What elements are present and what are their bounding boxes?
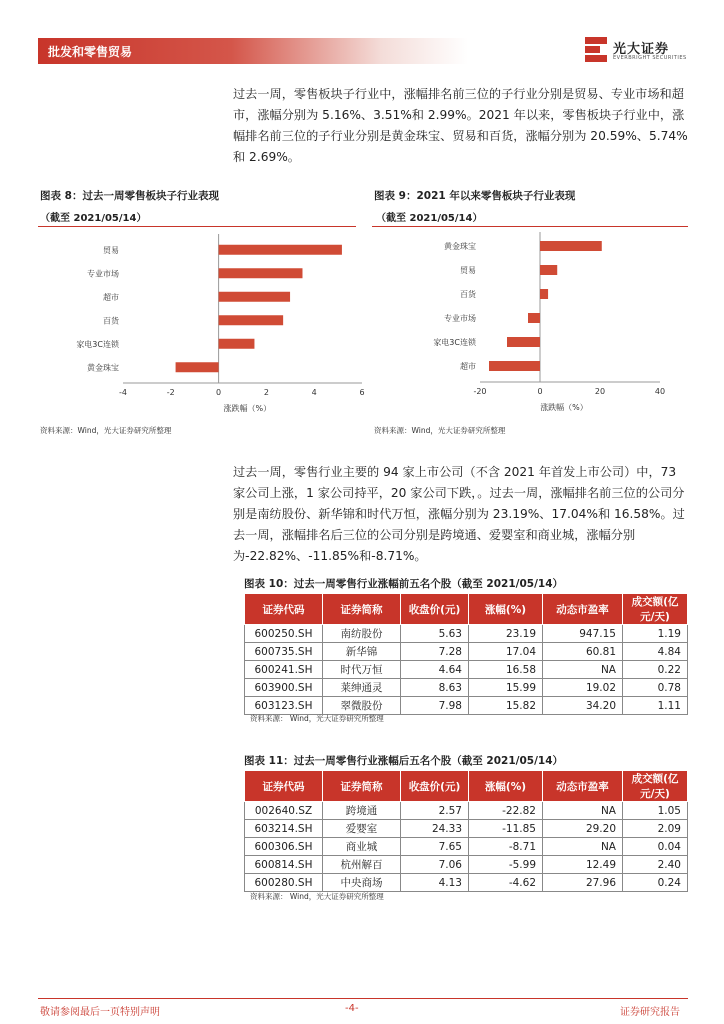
footer-report-type: 证券研究报告 xyxy=(620,1007,680,1018)
bar-2 xyxy=(219,292,290,302)
column-header: 证券代码 xyxy=(245,594,323,625)
fig8-chart xyxy=(38,232,368,417)
table10-header-row xyxy=(245,594,688,625)
column-header: 涨幅(%) xyxy=(469,771,543,802)
table10-title: 图表 10：过去一周零售行业涨幅前五名个股（截至 2021/05/14） xyxy=(244,578,564,590)
table-cell: 12.49 xyxy=(543,856,623,874)
table11-header-row xyxy=(245,771,688,802)
table-cell: 时代万恒 xyxy=(323,661,401,679)
x-axis-label: 涨跌幅（%） xyxy=(223,404,272,413)
fig8-source: 资料来源：Wind，光大证券研究所整理 xyxy=(40,426,172,435)
table-row xyxy=(245,625,688,643)
footer-rule xyxy=(38,998,688,999)
fig9-rule xyxy=(372,226,688,227)
bar-5 xyxy=(489,361,540,371)
table-cell: -11.85 xyxy=(469,820,543,838)
table11-title: 图表 11：过去一周零售行业涨幅后五名个股（截至 2021/05/14） xyxy=(244,755,564,767)
table-cell: 5.63 xyxy=(401,625,469,643)
table-row xyxy=(245,838,688,856)
table-cell: 600735.SH xyxy=(245,643,323,661)
x-tick-label: 4 xyxy=(311,388,317,397)
x-tick-label: 40 xyxy=(654,387,666,396)
table-cell: 600306.SH xyxy=(245,838,323,856)
category-label: 贸易 xyxy=(103,245,119,255)
fig8-title: 图表 8：过去一周零售板块子行业表现 xyxy=(40,190,219,202)
table-cell: 1.11 xyxy=(623,697,688,715)
summary-paragraph: 过去一周，零售行业主要的 94 家上市公司（不含 2021 年首发上市公司）中，73 家公司上涨，1 家公司持平，20 家公司下跌，。过去一周，涨幅排名前三位的公司分别是南纺股份、新华锦和时代万恒，涨幅分别为 23.19%、17.04%和 16.58%。过去一周，涨幅排名后三位的公司分别是跨境通、爱婴室和商业城，涨幅分别为-22.82%、-11.85%和-8.71%。 xyxy=(233,465,685,563)
bar-3 xyxy=(528,313,540,323)
column-header: 收盘价(元) xyxy=(401,594,469,625)
table-row xyxy=(245,820,688,838)
table-row xyxy=(245,874,688,892)
x-tick-label: 2 xyxy=(263,388,269,397)
section-title: 批发和零售贸易 xyxy=(48,45,133,59)
table-cell: 002640.SZ xyxy=(245,802,323,820)
table-cell: 603900.SH xyxy=(245,679,323,697)
x-axis-label: 涨跌幅（%） xyxy=(540,403,588,412)
column-header: 涨幅(%) xyxy=(469,594,543,625)
table-cell: 600250.SH xyxy=(245,625,323,643)
table-cell: 0.04 xyxy=(623,838,688,856)
x-tick-label: 6 xyxy=(359,388,365,397)
table-cell: 商业城 xyxy=(323,838,401,856)
logo-mark-icon xyxy=(585,37,607,63)
column-header: 证券代码 xyxy=(245,771,323,802)
table-cell: 603123.SH xyxy=(245,697,323,715)
table-cell: 南纺股份 xyxy=(323,625,401,643)
table-cell: 0.78 xyxy=(623,679,688,697)
table11 xyxy=(244,770,688,892)
column-header: 证券简称 xyxy=(323,771,401,802)
column-header: 收盘价(元) xyxy=(401,771,469,802)
bar-0 xyxy=(540,241,602,251)
table-cell: -5.99 xyxy=(469,856,543,874)
x-tick-label: 0 xyxy=(537,387,543,396)
category-label: 超市 xyxy=(103,292,119,302)
table-cell: 947.15 xyxy=(543,625,623,643)
bar-3 xyxy=(219,315,284,325)
fig8-subtitle: （截至 2021/05/14） xyxy=(40,213,147,224)
table-cell: 中央商场 xyxy=(323,874,401,892)
table11-source: 资料来源： Wind，光大证券研究所整理 xyxy=(250,892,384,901)
table-cell: 603214.SH xyxy=(245,820,323,838)
table-row xyxy=(245,802,688,820)
table-cell: 600241.SH xyxy=(245,661,323,679)
table-cell: 翠微股份 xyxy=(323,697,401,715)
table-cell: 新华锦 xyxy=(323,643,401,661)
category-label: 黄金珠宝 xyxy=(444,242,476,251)
column-header: 证券简称 xyxy=(323,594,401,625)
table-cell: 7.06 xyxy=(401,856,469,874)
category-label: 百货 xyxy=(103,316,119,326)
category-label: 黄金珠宝 xyxy=(87,363,119,373)
section-header-bar xyxy=(38,38,468,64)
category-label: 百货 xyxy=(460,290,476,299)
table-cell: NA xyxy=(543,661,623,679)
footer-disclaimer: 敬请参阅最后一页特别声明 xyxy=(40,1007,160,1018)
table-cell: 0.24 xyxy=(623,874,688,892)
table-cell: 7.98 xyxy=(401,697,469,715)
table10 xyxy=(244,593,688,715)
table-cell: 1.05 xyxy=(623,802,688,820)
table-cell: 60.81 xyxy=(543,643,623,661)
table-cell: 杭州解百 xyxy=(323,856,401,874)
table-cell: 7.65 xyxy=(401,838,469,856)
fig9-chart xyxy=(372,232,688,417)
x-tick-label: -2 xyxy=(166,388,175,397)
x-tick-label: -4 xyxy=(119,388,127,397)
table-cell: 莱绅通灵 xyxy=(323,679,401,697)
table10-source: 资料来源： Wind，光大证券研究所整理 xyxy=(250,714,384,723)
table-row xyxy=(245,643,688,661)
table-cell: 4.64 xyxy=(401,661,469,679)
category-label: 专业市场 xyxy=(87,269,119,279)
table-cell: 2.09 xyxy=(623,820,688,838)
page-number: -4- xyxy=(345,1003,359,1014)
table-cell: 4.84 xyxy=(623,643,688,661)
bar-0 xyxy=(219,245,342,255)
bar-5 xyxy=(176,362,219,372)
table-cell: 17.04 xyxy=(469,643,543,661)
table-cell: 34.20 xyxy=(543,697,623,715)
fig8-rule xyxy=(38,226,356,227)
everbright-logo xyxy=(585,35,695,67)
table-cell: 2.40 xyxy=(623,856,688,874)
x-tick-label: 0 xyxy=(216,388,222,397)
column-header: 成交额(亿元/天) xyxy=(623,594,688,625)
table-cell: 8.63 xyxy=(401,679,469,697)
table-cell: 4.13 xyxy=(401,874,469,892)
table-cell: 16.58 xyxy=(469,661,543,679)
table-cell: 7.28 xyxy=(401,643,469,661)
table-cell: 2.57 xyxy=(401,802,469,820)
category-label: 专业市场 xyxy=(444,314,476,323)
bar-4 xyxy=(507,337,540,347)
table-cell: 19.02 xyxy=(543,679,623,697)
table-row xyxy=(245,679,688,697)
bar-1 xyxy=(540,265,557,275)
fig9-source: 资料来源：Wind，光大证券研究所整理 xyxy=(374,426,506,435)
x-tick-label: 20 xyxy=(594,387,606,396)
table-cell: 600280.SH xyxy=(245,874,323,892)
category-label: 超市 xyxy=(460,362,476,371)
table-cell: 23.19 xyxy=(469,625,543,643)
logo-subtext: EVERBRIGHT SECURITIES xyxy=(613,55,687,61)
table-cell: NA xyxy=(543,802,623,820)
bar-2 xyxy=(540,289,548,299)
table-cell: -22.82 xyxy=(469,802,543,820)
table-cell: NA xyxy=(543,838,623,856)
table-cell: -4.62 xyxy=(469,874,543,892)
table-cell: 15.82 xyxy=(469,697,543,715)
bar-4 xyxy=(219,339,255,349)
logo-text: 光大证券 xyxy=(613,42,670,57)
table-row xyxy=(245,856,688,874)
table-row xyxy=(245,697,688,715)
table-cell: 1.19 xyxy=(623,625,688,643)
column-header: 动态市盈率 xyxy=(543,594,623,625)
table-cell: -8.71 xyxy=(469,838,543,856)
table-cell: 爱婴室 xyxy=(323,820,401,838)
category-label: 家电3C连锁 xyxy=(433,338,476,347)
table-cell: 600814.SH xyxy=(245,856,323,874)
category-label: 贸易 xyxy=(460,266,476,275)
x-tick-label: -20 xyxy=(473,387,487,396)
fig9-title: 图表 9：2021 年以来零售板块子行业表现 xyxy=(374,190,576,202)
table-cell: 0.22 xyxy=(623,661,688,679)
table-row xyxy=(245,661,688,679)
bar-1 xyxy=(219,268,303,278)
column-header: 动态市盈率 xyxy=(543,771,623,802)
table-cell: 跨境通 xyxy=(323,802,401,820)
column-header: 成交额(亿元/天) xyxy=(623,771,688,802)
fig9-subtitle: （截至 2021/05/14） xyxy=(376,213,483,224)
table-cell: 15.99 xyxy=(469,679,543,697)
table-cell: 29.20 xyxy=(543,820,623,838)
intro-paragraph: 过去一周，零售板块子行业中，涨幅排名前三位的子行业分别是贸易、专业市场和超市，涨幅分别为 5.16%、3.51%和 2.99%。2021 年以来，零售板块子行业中，涨幅排名前三位的子行业分别是黄金珠宝、贸易和百货，涨幅分别为 20.59%、5.74%和 2.69%。 xyxy=(233,87,688,164)
table-cell: 24.33 xyxy=(401,820,469,838)
table-cell: 27.96 xyxy=(543,874,623,892)
category-label: 家电3C连锁 xyxy=(76,339,119,349)
